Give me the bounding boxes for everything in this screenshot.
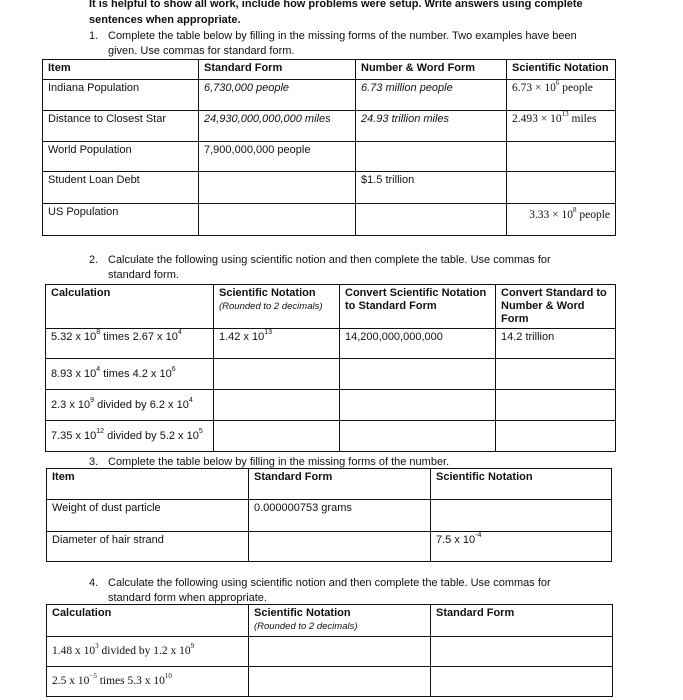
calc-a-exp: 12 <box>96 427 105 435</box>
q4-header-row <box>47 605 613 637</box>
q4-calc <box>47 667 249 697</box>
q1-table <box>42 59 616 236</box>
table-row <box>46 359 616 390</box>
q2-calc <box>46 359 214 390</box>
calc-b-exp: 6 <box>171 365 176 373</box>
q2-sci[interactable] <box>214 359 340 390</box>
q3-standard[interactable]: 0.000000753 grams <box>249 500 431 532</box>
q2-sci[interactable] <box>214 421 340 452</box>
q3-header-sci: Scientific Notation <box>431 469 612 500</box>
q2-header-sci-label: Scientific Notation <box>219 287 316 299</box>
calc-op: divided by 1.2 x 10 <box>98 645 191 657</box>
q2-header-conv2-b: Number & Word Form <box>501 300 585 325</box>
q4-sci[interactable] <box>249 637 431 667</box>
q3-text-1: Complete the table below by filling in the missing forms of the number. <box>108 456 450 468</box>
q1-item: Indiana Population <box>43 80 199 111</box>
table-row <box>46 329 616 359</box>
q2-sci[interactable] <box>214 390 340 421</box>
q1-standard[interactable]: 7,900,000,000 people <box>199 142 356 172</box>
table-row <box>47 500 612 532</box>
q2-header-calc: Calculation <box>46 285 214 329</box>
q1-word[interactable]: 24.93 trillion miles <box>356 111 507 142</box>
table-row <box>47 637 613 667</box>
q1-word[interactable]: $1.5 trillion <box>356 172 507 204</box>
q4-header-sci-sub: (Rounded to 2 decimals) <box>254 621 358 632</box>
q1-text-1: Complete the table below by filling in the missing forms of the number. Two examples have been <box>108 30 577 42</box>
q3-item: Diameter of hair strand <box>47 532 249 562</box>
q2-header-row <box>46 285 616 329</box>
q4-header-calc: Calculation <box>47 605 249 637</box>
q1-header-row <box>43 60 616 80</box>
q2-standard[interactable]: 14,200,000,000,000 <box>340 329 496 359</box>
q1-standard[interactable]: 24,930,000,000,000 miles <box>199 111 356 142</box>
q3-table <box>46 468 612 562</box>
q1-item: Distance to Closest Star <box>43 111 199 142</box>
table-row <box>47 667 613 697</box>
q2-header-conv1-a: Convert Scientific Notation <box>345 287 487 299</box>
q2-standard[interactable] <box>340 421 496 452</box>
sci-base: 6.73 × 10 <box>512 82 556 94</box>
q2-text-1: Calculate the following using scientific notion and then complete the table. Use commas for <box>108 254 551 266</box>
q1-sci[interactable] <box>507 142 616 172</box>
calc-a: 2.3 x 10 <box>51 398 91 411</box>
q3-header-standard: Standard Form <box>249 469 431 500</box>
sci-exponent: 13 <box>561 110 569 119</box>
q1-header-item: Item <box>43 60 199 80</box>
q3-item: Weight of dust particle <box>47 500 249 532</box>
q2-table <box>45 284 616 452</box>
q1-header-standard: Standard Form <box>199 60 356 80</box>
q1-sci[interactable] <box>507 204 616 236</box>
q4-header-sci-label: Scientific Notation <box>254 607 351 619</box>
sci-exponent: 13 <box>264 329 273 337</box>
q2-header-sci-sub: (Rounded to 2 decimals) <box>219 301 323 312</box>
sci-exponent: 8 <box>572 206 577 215</box>
calc-a-exp: 8 <box>96 329 101 337</box>
q1-word[interactable] <box>356 142 507 172</box>
q3-sci[interactable] <box>431 500 612 532</box>
q2-word[interactable] <box>496 390 616 421</box>
q2-calc <box>46 329 214 359</box>
q4-standard[interactable] <box>431 667 613 697</box>
sci-unit: people <box>559 82 593 94</box>
calc-a: 1.48 x 10 <box>52 645 96 657</box>
calc-b-exp: 4 <box>188 396 193 404</box>
table-row <box>43 172 616 204</box>
calc-op: times 4.2 x 10 <box>100 367 172 380</box>
q2-header-conv2-a: Convert Standard to <box>501 287 607 299</box>
q1-header-sci: Scientific Notation <box>507 60 616 80</box>
sci-exponent: -4 <box>475 532 482 540</box>
q1-item: US Population <box>43 204 199 236</box>
q1-word[interactable] <box>356 204 507 236</box>
calc-b-exp: 5 <box>198 427 203 435</box>
table-row <box>47 532 612 562</box>
q1-item: World Population <box>43 142 199 172</box>
sci-base: 2.493 × 10 <box>512 113 562 125</box>
q2-word[interactable] <box>496 421 616 452</box>
q2-header-conv2 <box>496 285 616 329</box>
calc-op: divided by 6.2 x 10 <box>94 398 189 411</box>
calc-op: divided by 5.2 x 10 <box>104 429 199 442</box>
q2-calc <box>46 421 214 452</box>
sci-unit: miles <box>568 113 597 125</box>
q3-number: 3. <box>89 456 99 468</box>
q4-header-sci <box>249 605 431 637</box>
calc-a: 7.35 x 10 <box>51 429 97 442</box>
calc-a-exp: 4 <box>96 365 101 373</box>
intro-line-2: sentences when appropriate. <box>89 14 241 26</box>
q2-word[interactable]: 14.2 trillion <box>496 329 616 359</box>
q1-standard[interactable] <box>199 204 356 236</box>
calc-op: times 5.3 x 10 <box>96 675 165 687</box>
calc-a: 8.93 x 10 <box>51 367 97 380</box>
q1-header-word: Number & Word Form <box>356 60 507 80</box>
q2-text-2: standard form. <box>108 269 179 281</box>
table-row <box>43 142 616 172</box>
q4-text-2: standard form when appropriate. <box>108 592 267 604</box>
calc-b-exp: 9 <box>190 642 195 651</box>
q3-standard[interactable] <box>249 532 431 562</box>
q4-table <box>46 604 613 697</box>
q1-number: 1. <box>89 30 99 42</box>
q2-number: 2. <box>89 254 99 266</box>
q2-word[interactable] <box>496 359 616 390</box>
q2-sci[interactable] <box>214 329 340 359</box>
table-row <box>43 204 616 236</box>
calc-b-exp: 10 <box>164 672 172 681</box>
calc-a: 2.5 x 10 <box>52 675 90 687</box>
sci-unit: people <box>576 209 610 221</box>
q2-header-conv1 <box>340 285 496 329</box>
q3-header-item: Item <box>47 469 249 500</box>
q2-standard[interactable] <box>340 359 496 390</box>
calc-a-exp: 3 <box>95 642 99 651</box>
q1-standard[interactable] <box>199 172 356 204</box>
intro-line-1: It is helpful to show all work, include how problems were setup. Write answers using complete <box>89 0 583 10</box>
q2-header-sci <box>214 285 340 329</box>
calc-a-exp: −5 <box>89 672 97 681</box>
q2-standard[interactable] <box>340 390 496 421</box>
q1-word[interactable]: 6.73 million people <box>356 80 507 111</box>
q4-header-standard: Standard Form <box>431 605 613 637</box>
calc-a-exp: 9 <box>90 396 95 404</box>
q1-item: Student Loan Debt <box>43 172 199 204</box>
q2-calc <box>46 390 214 421</box>
q1-sci[interactable] <box>507 172 616 204</box>
q4-text-1: Calculate the following using scientific notion and then complete the table. Use commas for <box>108 577 551 589</box>
table-row <box>43 111 616 142</box>
q1-standard[interactable]: 6,730,000 people <box>199 80 356 111</box>
calc-op: times 2.67 x 10 <box>100 331 178 343</box>
table-row <box>46 390 616 421</box>
sci-base: 1.42 x 10 <box>219 331 265 343</box>
q4-calc <box>47 637 249 667</box>
q4-sci[interactable] <box>249 667 431 697</box>
q4-number: 4. <box>89 577 99 589</box>
q1-sci[interactable] <box>507 80 616 111</box>
q3-sci[interactable] <box>431 532 612 562</box>
table-row <box>46 421 616 452</box>
sci-exponent: 6 <box>555 79 560 88</box>
q1-sci[interactable] <box>507 111 616 142</box>
sci-base: 3.33 × 10 <box>529 209 573 221</box>
calc-a: 5.32 x 10 <box>51 331 97 343</box>
sci-base: 7.5 x 10 <box>436 534 476 546</box>
q1-text-2: given. Use commas for standard form. <box>108 45 295 57</box>
q2-header-conv1-b: to Standard Form <box>345 300 437 312</box>
q4-standard[interactable] <box>431 637 613 667</box>
q3-header-row <box>47 469 612 500</box>
calc-b-exp: 4 <box>177 329 182 337</box>
table-row <box>43 80 616 111</box>
